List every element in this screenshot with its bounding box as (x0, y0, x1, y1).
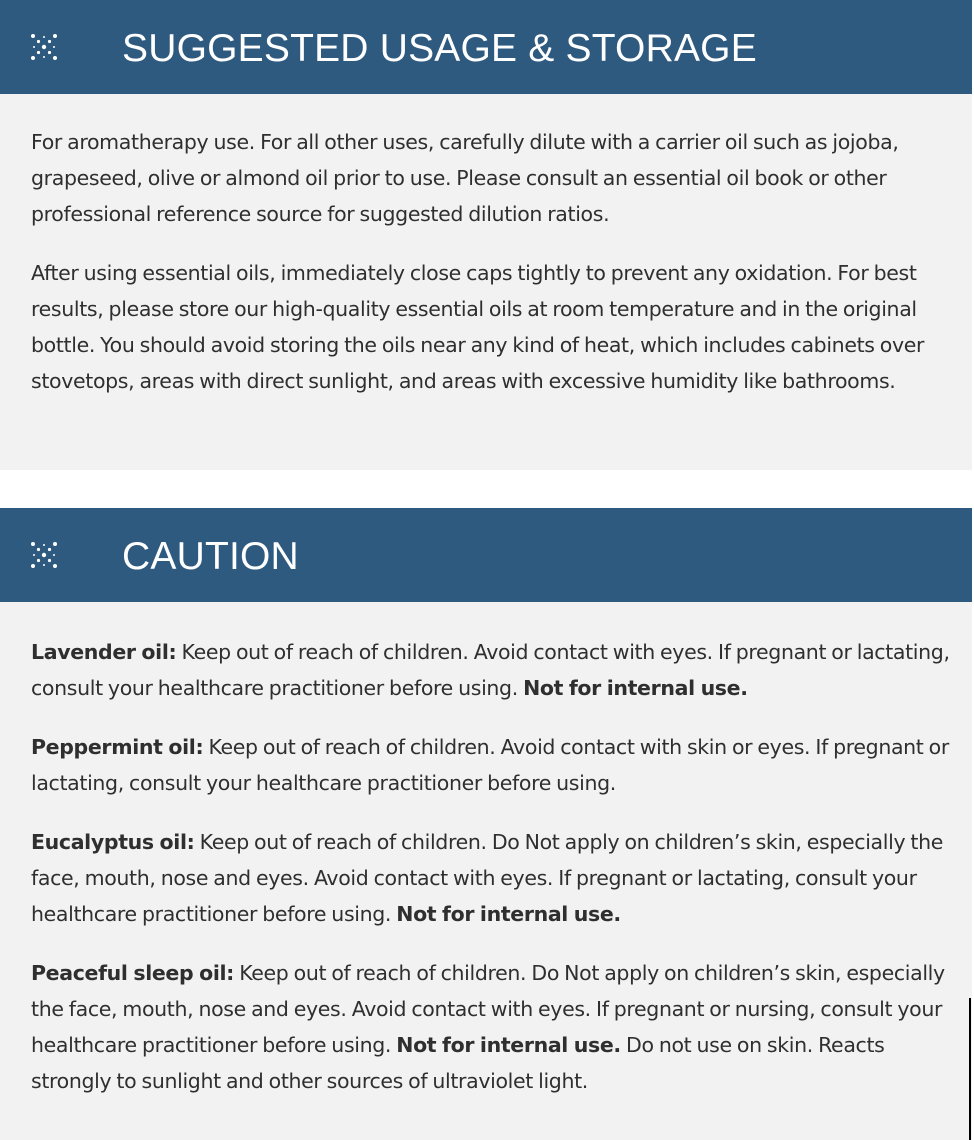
caution-item-peppermint (31, 729, 961, 801)
sparkle-cross-icon (30, 541, 58, 569)
caution-header (0, 508, 972, 602)
caution-item-name: Eucalyptus oil: (31, 830, 195, 854)
caution-item-name: Peppermint oil: (31, 735, 204, 759)
caution-item-text: Keep out of reach of children. Avoid contact with eyes. If pregnant or lactating, consult your healthcare practitioner before using. (31, 640, 950, 700)
usage-paragraph: For aromatherapy use. For all other uses, carefully dilute with a carrier oil such as jojoba, grapeseed, olive or almond oil prior to use. Please consult an essential oil book or other professional reference source for suggested dilution ratios. (31, 130, 899, 226)
caution-item-warning: Not for internal use. (396, 902, 621, 926)
usage-storage-header (0, 0, 972, 94)
caution-item-tail: Do not use on skin. Reacts strongly to sunlight and other sources of ultraviolet light. (31, 1033, 885, 1093)
sparkle-cross-icon (30, 33, 58, 61)
caution-item-text: Keep out of reach of children. Do Not apply on children’s skin, especially the face, mouth, nose and eyes. Avoid contact with eyes. If pregnant or lactating, consult your healthcare practitioner before using. (31, 830, 943, 926)
edge-divider (969, 998, 971, 1140)
caution-item-eucalyptus (31, 824, 961, 932)
caution-item-name: Peaceful sleep oil: (31, 961, 235, 985)
caution-item-warning: Not for internal use. (523, 676, 748, 700)
usage-storage-body (31, 124, 961, 422)
caution-item-lavender (31, 634, 961, 706)
caution-item-text: Keep out of reach of children. Avoid contact with skin or eyes. If pregnant or lactating, consult your healthcare practitioner before using. (31, 735, 949, 795)
usage-storage-section (0, 0, 972, 470)
caution-title: CAUTION (122, 535, 299, 578)
storage-paragraph: After using essential oils, immediately close caps tightly to prevent any oxidation. For best results, please store our high-quality essential oils at room temperature and in the original bottle. You should avoid storing the oils near any kind of heat, which includes cabinets over stovetops, areas with direct sunlight, and areas with excessive humidity like bathrooms. (31, 261, 925, 393)
usage-storage-title: SUGGESTED USAGE & STORAGE (122, 27, 757, 70)
caution-item-peaceful-sleep (31, 955, 961, 1099)
caution-section (0, 508, 972, 1140)
caution-item-name: Lavender oil: (31, 640, 177, 664)
caution-item-warning: Not for internal use. (396, 1033, 621, 1057)
caution-item-text: Keep out of reach of children. Do Not apply on children’s skin, especially the face, mouth, nose and eyes. Avoid contact with eyes. If pregnant or nursing, consult your healthcare practitioner before using. (31, 961, 945, 1057)
caution-body (31, 634, 961, 1122)
